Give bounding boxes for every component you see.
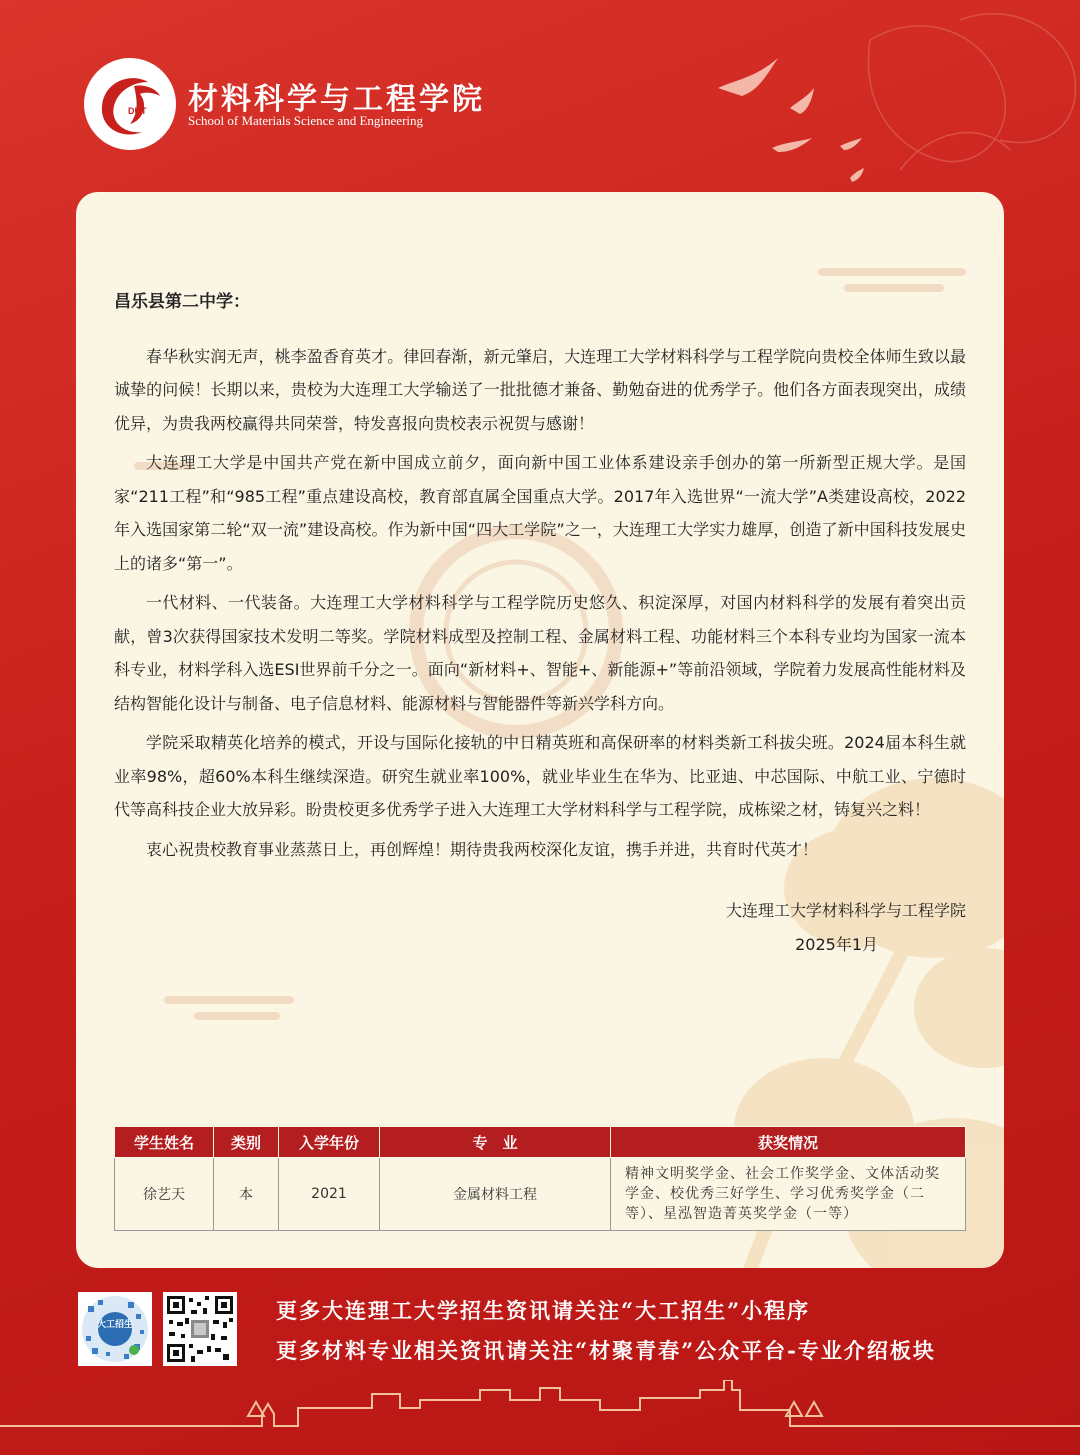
signature-block — [114, 894, 966, 961]
signature: 大连理工大学材料科学与工程学院 — [725, 901, 966, 920]
salutation: 昌乐县第二中学： — [114, 292, 250, 312]
cell-major: 金属材料工程 — [380, 1158, 611, 1231]
qr-code-icon — [163, 1292, 237, 1366]
decor-stripe — [194, 1012, 280, 1020]
decor-stripe — [818, 268, 966, 276]
birds-decoration — [718, 58, 864, 182]
header-major: 专 业 — [380, 1127, 611, 1158]
paragraph: 春华秋实润无声，桃李盈香育英才。律回春渐，新元肇启，大连理工大学材料科学与工程学院向贵校全体师生致以最诚挚的问候！长期以来，贵校为大连理工大学输送了一批批德才兼备、勤勉奋进的优秀学子。他们各方面表现突出，成绩优异，为贵我两校赢得共同荣誉，特发喜报向贵校表示祝贺与感谢！ — [114, 346, 966, 433]
header-name: 学生姓名 — [115, 1127, 214, 1158]
paragraph: 大连理工大学是中国共产党在新中国成立前夕，面向新中国工业体系建设亲手创办的第一所新型正规大学。是国家“211工程”和“985工程”重点建设高校，教育部直属全国重点大学。2017年入选世界“一流大学”A类建设高校，2022年入选国家第二轮“双一流”建设高校。作为新中国“四大工学院”之一，大连理工大学实力雄厚，创造了新中国科技发展史上的诸多“第一”。 — [114, 453, 966, 573]
school-name-cn: 材料科学与工程学院 — [188, 82, 485, 117]
header-category: 类别 — [214, 1127, 279, 1158]
cell-awards: 精神文明奖学金、社会工作奖学金、文体活动奖学金、校优秀三好学生、学习优秀奖学金（二等）、星泓智造菁英奖学金（一等） — [611, 1158, 966, 1231]
cell-name: 徐艺天 — [115, 1158, 214, 1231]
letter-body — [114, 286, 966, 961]
paragraph: 一代材料、一代装备。大连理工大学材料科学与工程学院历史悠久、积淀深厚，对国内材料科学的发展有着突出贡献，曾3次获得国家技术发明二等奖。学院材料成型及控制工程、金属材料工程、功能材料三个本科专业均为国家一流本科专业，材料学科入选ESI世界前千分之一。面向“新材料+、智能+、新能源+”等前沿领域，学院着力发展高性能材料及结构智能化设计与制备、电子信息材料、能源材料与智能器件等新兴学科方向。 — [114, 593, 966, 713]
paragraph: 衷心祝贵校教育事业蒸蒸日上，再创辉煌！期待贵我两校深化友谊，携手并进，共育时代英才！ — [146, 839, 819, 859]
decor-stripe — [164, 996, 294, 1004]
cell-year: 2021 — [279, 1158, 380, 1231]
table-header-row — [115, 1127, 966, 1158]
cell-category: 本 — [214, 1158, 279, 1231]
table-row — [115, 1158, 966, 1231]
footer-line-1: 更多大连理工大学招生资讯请关注“大工招生”小程序 — [276, 1298, 811, 1323]
wechat-qr-code[interactable] — [163, 1292, 237, 1366]
miniprogram-label: 大工招生 — [96, 1320, 134, 1330]
footer-line-2: 更多材料专业相关资讯请关注“材聚青春”公众平台-专业介绍板块 — [276, 1338, 936, 1363]
miniprogram-code-icon — [78, 1292, 152, 1366]
campus-skyline-decoration — [0, 1380, 1080, 1455]
header-year: 入学年份 — [279, 1127, 380, 1158]
miniprogram-code[interactable] — [78, 1292, 152, 1366]
letter-card — [76, 192, 1004, 1268]
logo-mark: DUT — [128, 106, 147, 116]
header-awards: 获奖情况 — [611, 1127, 966, 1158]
award-table — [114, 1126, 966, 1231]
dut-logo — [84, 58, 176, 150]
date: 2025年1月 — [795, 934, 878, 954]
dut-logo-icon — [90, 64, 170, 144]
paragraph: 学院采取精英化培养的模式，开设与国际化接轨的中日精英班和高保研率的材料类新工科拔尖班。2024届本科生就业率98%，超60%本科生继续深造。研究生就业率100%，就业毕业生在华为、比亚迪、中芯国际、中航工业、宁德时代等高科技企业大放异彩。盼贵校更多优秀学子进入大连理工大学材料科学与工程学院，成栋梁之材，铸复兴之料！ — [114, 733, 966, 819]
school-name-en: School of Materials Science and Engineering — [188, 113, 424, 128]
